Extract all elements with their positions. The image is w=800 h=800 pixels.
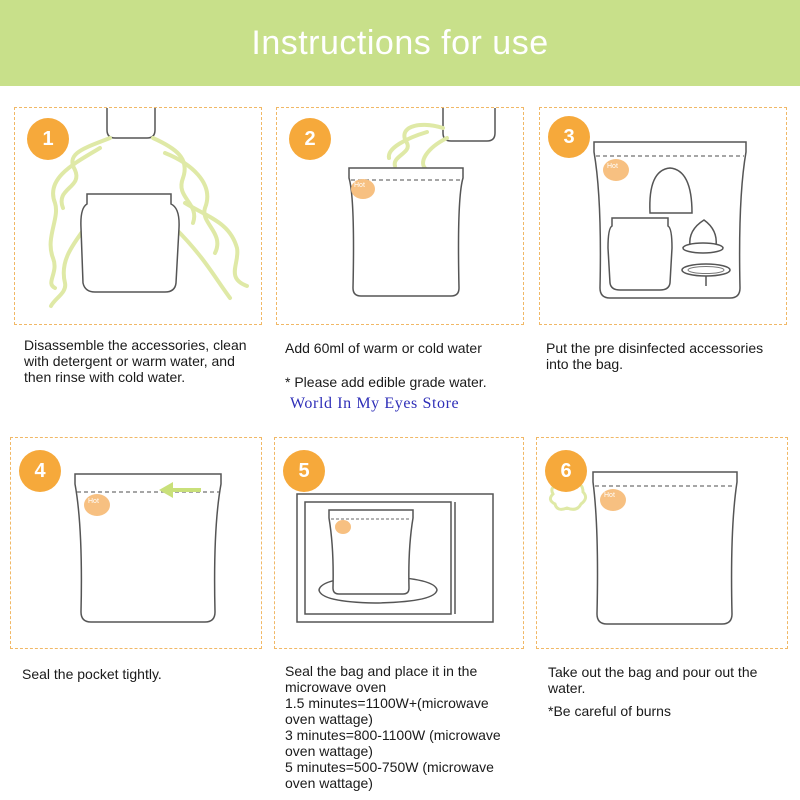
step-5-panel <box>274 437 524 649</box>
step-4-caption: Seal the pocket tightly. <box>22 666 162 682</box>
step-1-caption: Disassemble the accessories, clean with detergent or warm water, and then rinse with cold water. <box>24 337 247 385</box>
step-6-number: 6 <box>545 450 587 492</box>
step-3-number: 3 <box>548 116 590 158</box>
step-6-panel <box>536 437 788 649</box>
step-3-panel <box>539 107 787 325</box>
page-title: Instructions for use <box>251 24 549 62</box>
hot-badge: Hot <box>607 163 618 170</box>
step-6-caption: Take out the bag and pour out the water. <box>548 664 758 696</box>
step-2-note: * Please add edible grade water. <box>285 374 487 390</box>
step-1-panel <box>14 107 262 325</box>
step-4-number: 4 <box>19 450 61 492</box>
step-5-number: 5 <box>283 450 325 492</box>
step-5-caption: Seal the bag and place it in the microwave oven 1.5 minutes=1100W+(microwave oven wattage) 3 minutes=800-1100W (microwave oven wattage) 5 minutes=500-750W (microwave oven wattage) <box>285 663 501 791</box>
hot-badge: Hot <box>604 492 615 499</box>
step-2-panel <box>276 107 524 325</box>
store-watermark: World In My Eyes Store <box>290 395 460 412</box>
header-banner <box>0 0 800 86</box>
step-1-number: 1 <box>27 118 69 160</box>
step-2-number: 2 <box>289 118 331 160</box>
step-4-panel <box>10 437 262 649</box>
hot-badge: Hot <box>88 498 99 505</box>
step-2-caption: Add 60ml of warm or cold water <box>285 340 482 356</box>
hot-badge: Hot <box>354 182 365 189</box>
step-3-caption: Put the pre disinfected accessories into the bag. <box>546 340 764 372</box>
step-6-note: *Be careful of burns <box>548 703 671 719</box>
